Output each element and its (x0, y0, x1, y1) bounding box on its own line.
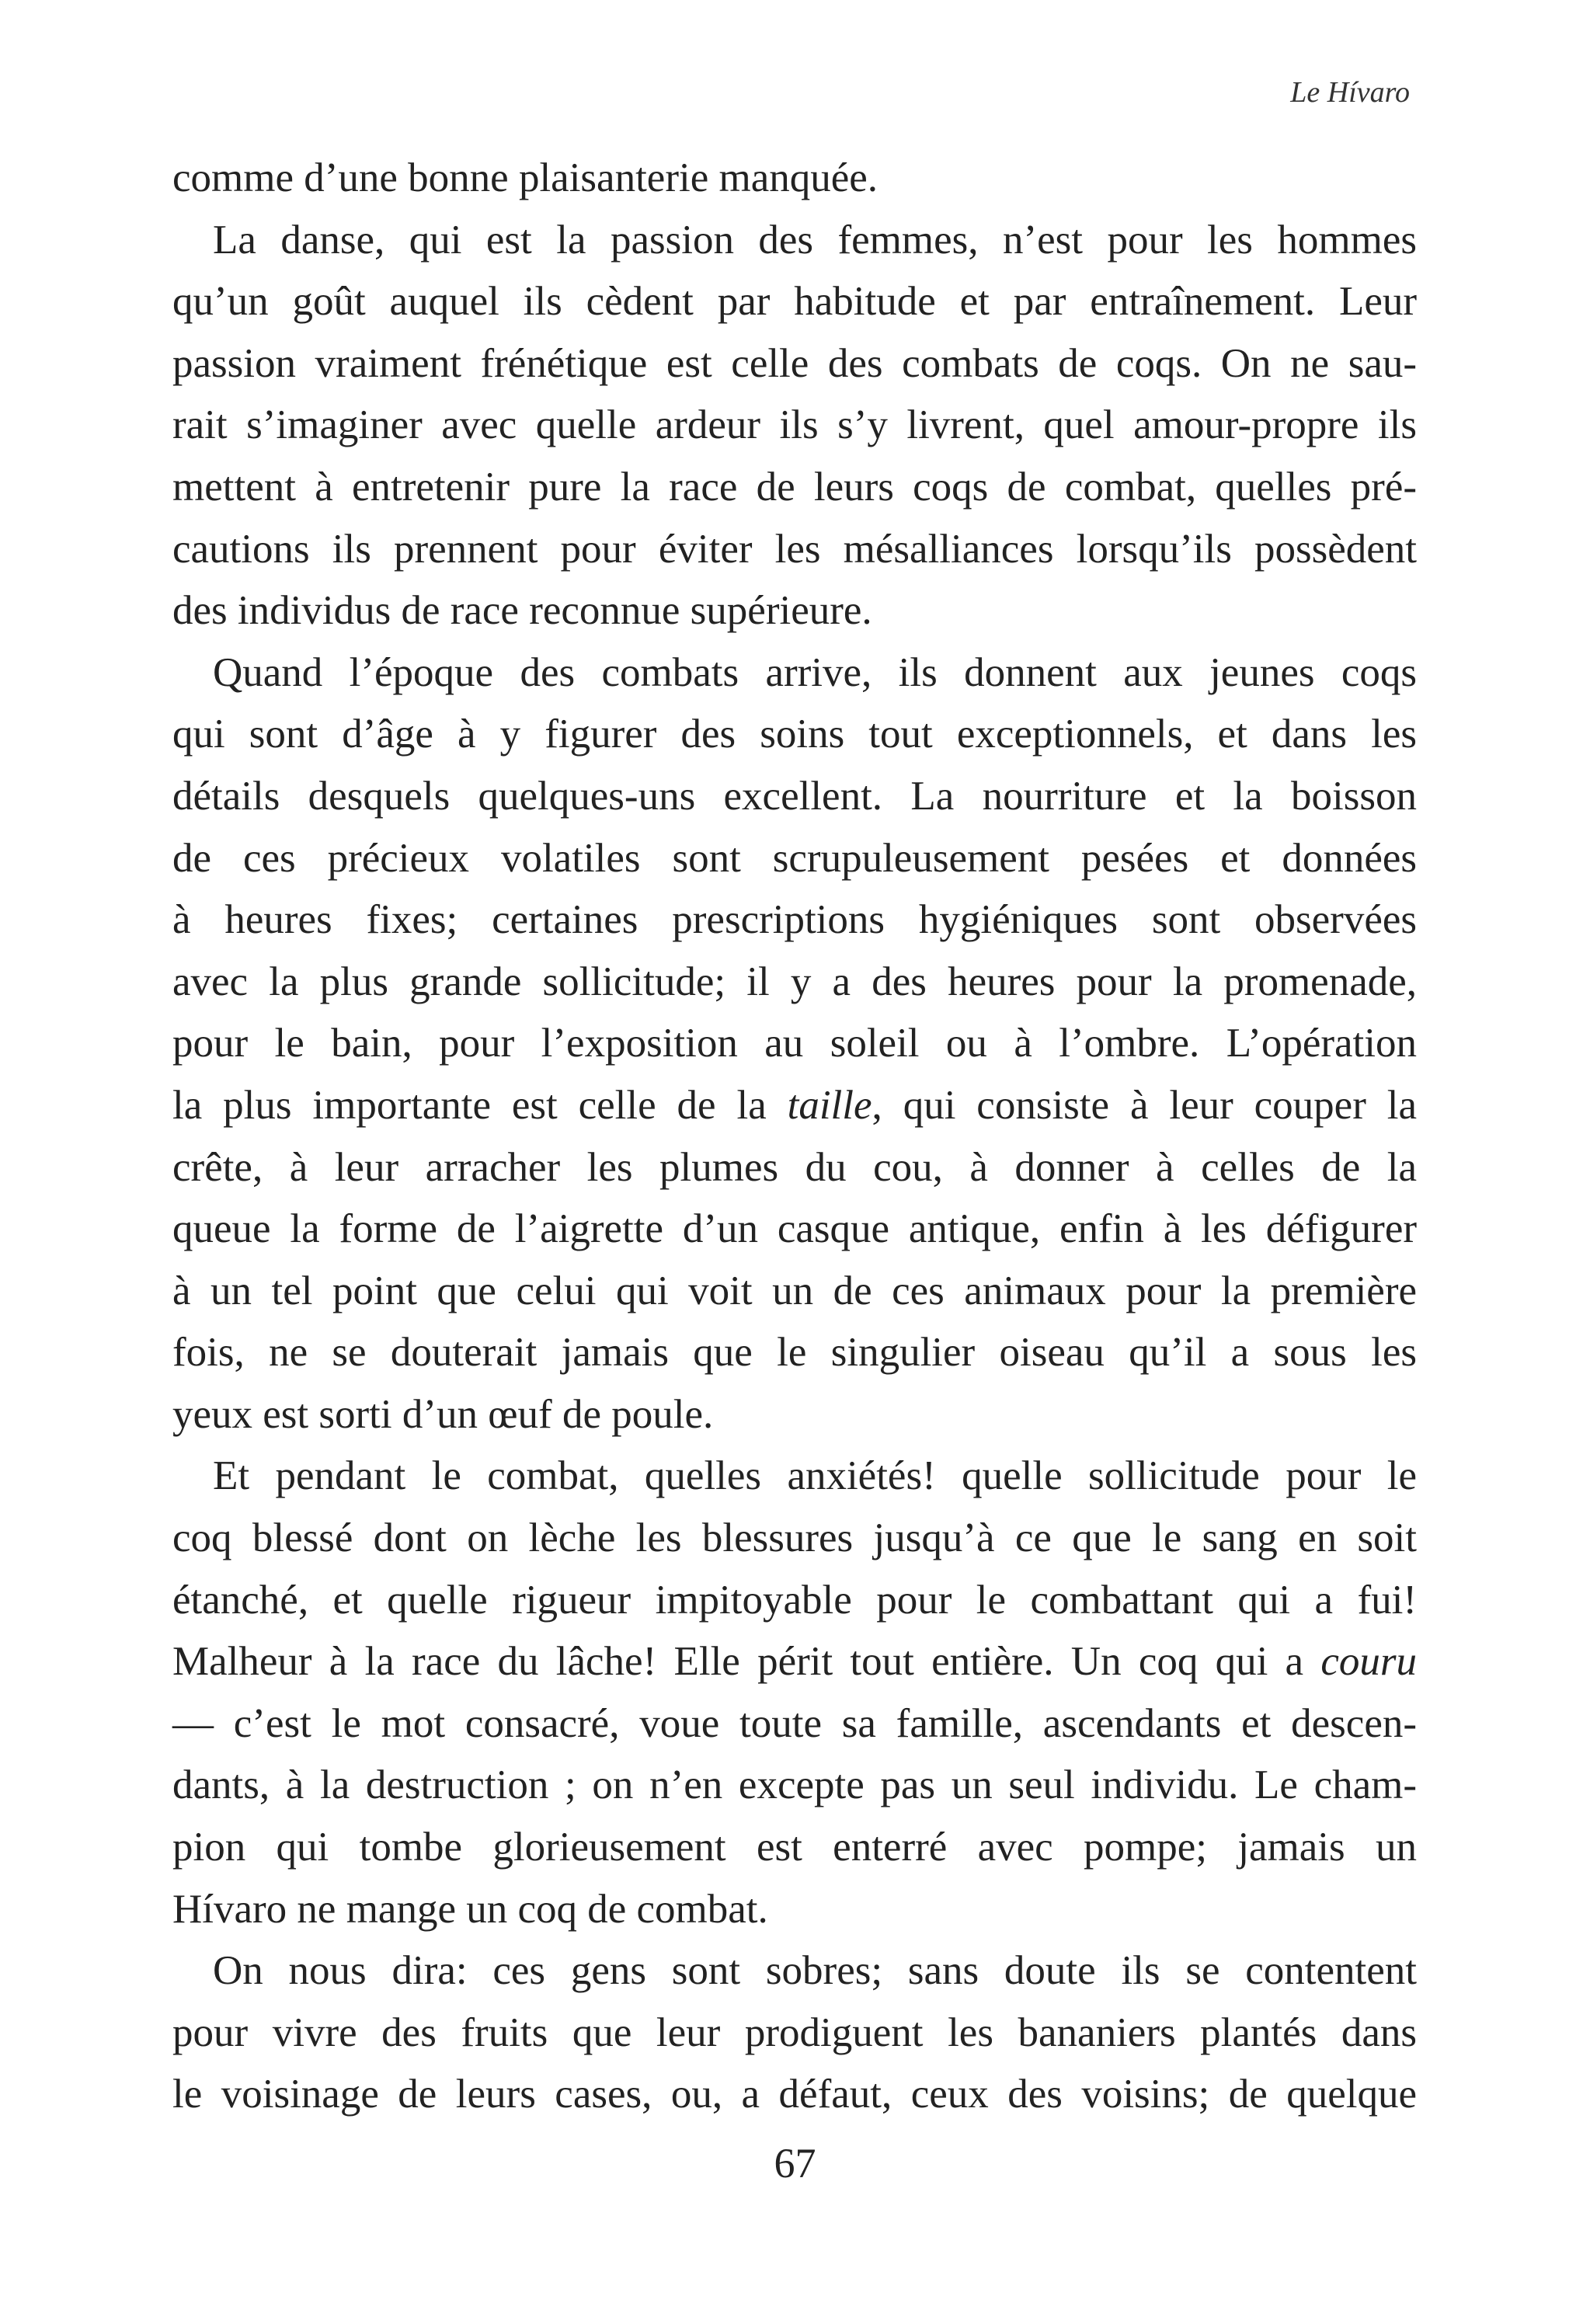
text-line: de ces précieux volatiles sont scrupuleusement pesées et données (172, 835, 1417, 881)
running-header: Le Hívaro (1290, 76, 1410, 109)
text-line: yeux est sorti d’un œuf de poule. (172, 1391, 714, 1437)
text-line: pour vivre des fruits que leur prodiguent les bananiers plantés dans (172, 2009, 1417, 2055)
text-line (172, 1631, 1417, 1693)
italic-word: taille (787, 1082, 872, 1128)
text-line: crête, à leur arracher les plumes du cou, à donner à celles de la (172, 1144, 1417, 1190)
text-line: pour le bain, pour l’exposition au soleil ou à l’ombre. L’opération (172, 1021, 1417, 1066)
page-number: 67 (774, 2140, 816, 2187)
text-segment: , qui consiste à leur couper la (872, 1082, 1417, 1128)
text-line: des individus de race reconnue supérieure. (172, 588, 872, 634)
text-line: détails desquels quelques-uns excellent. La nourriture et la boisson (172, 773, 1417, 819)
text-segment: Malheur à la race du lâche! Elle périt tout entière. Un coq qui a (172, 1639, 1321, 1685)
text-line (172, 1075, 1417, 1137)
text-line: queue la forme de l’aigrette d’un casque antique, enfin à les défigurer (172, 1206, 1417, 1252)
text-line: qu’un goût auquel ils cèdent par habitude et par entraînement. Leur (172, 279, 1417, 325)
text-line: qui sont d’âge à y figurer des soins tout exceptionnels, et dans les (172, 711, 1417, 757)
text-line: avec la plus grande sollicitude; il y a des heures pour la promenade, (172, 958, 1417, 1004)
text-line: Quand l’époque des combats arrive, ils donnent aux jeunes coqs (213, 649, 1417, 695)
text-line: comme d’une bonne plaisanterie manquée. (172, 155, 879, 200)
text-line: pion qui tombe glorieusement est enterré avec pompe; jamais un (172, 1825, 1417, 1870)
text-line: à un tel point que celui qui voit un de ces animaux pour la première (172, 1268, 1417, 1313)
text-line: passion vraiment frénétique est celle des combats de coqs. On ne sau- (172, 340, 1417, 386)
text-line: fois, ne se douterait jamais que le singulier oiseau qu’il a sous les (172, 1330, 1417, 1376)
text-line: cautions ils prennent pour éviter les mésalliances lorsqu’ils possèdent (172, 526, 1417, 572)
text-line: rait s’imaginer avec quelle ardeur ils s’y livrent, quel amour-propre ils (172, 402, 1417, 448)
text-segment: la plus importante est celle de la (172, 1082, 788, 1128)
text-line: — c’est le mot consacré, voue toute sa famille, ascendants et descen- (172, 1700, 1417, 1746)
text-line: mettent à entretenir pure la race de leurs coqs de combat, quelles pré- (172, 464, 1417, 510)
italic-word: couru (1320, 1639, 1417, 1685)
text-line: Hívaro ne mange un coq de combat. (172, 1886, 768, 1932)
text-line: On nous dira: ces gens sont sobres; sans doute ils se contentent (213, 1948, 1417, 1994)
text-line: étanché, et quelle rigueur impitoyable pour le combattant qui a fui! (172, 1577, 1417, 1623)
text-line: coq blessé dont on lèche les blessures jusqu’à ce que le sang en soit (172, 1515, 1417, 1561)
text-line: à heures fixes; certaines prescriptions hygiéniques sont observées (172, 897, 1417, 943)
text-line: La danse, qui est la passion des femmes, n’est pour les hommes (213, 217, 1417, 263)
body-text (172, 148, 1417, 2126)
text-line: dants, à la destruction ; on n’en excepte pas un seul individu. Le cham- (172, 1762, 1417, 1808)
text-line: Et pendant le combat, quelles anxiétés! quelle sollicitude pour le (213, 1453, 1417, 1499)
text-line: le voisinage de leurs cases, ou, a défaut, ceux des voisins; de quelque (172, 2072, 1417, 2117)
